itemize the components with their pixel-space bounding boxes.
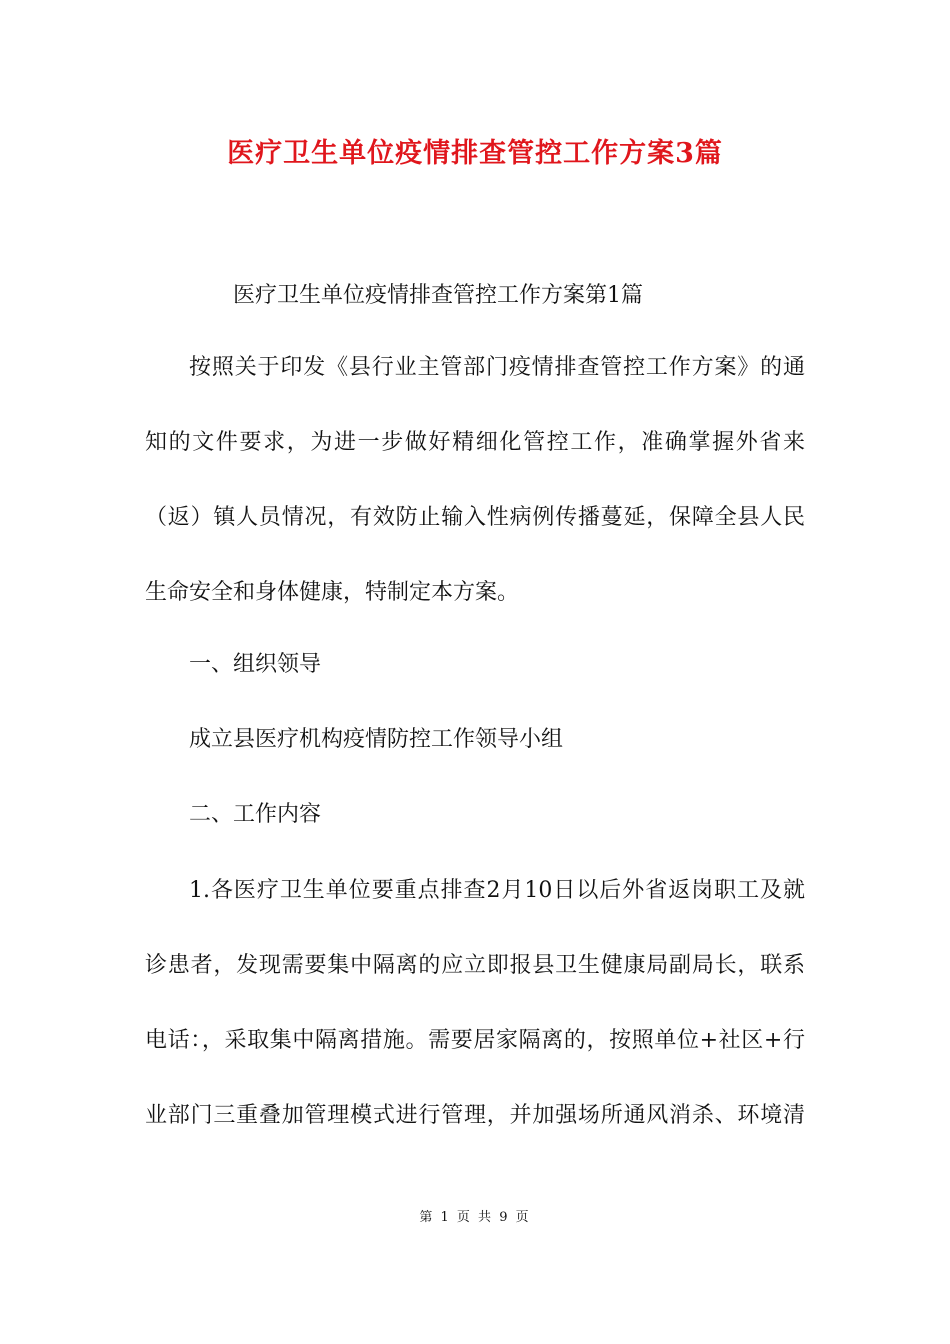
intro-paragraph bbox=[145, 330, 805, 630]
intro-line: 生命安全和身体健康，特制定本方案。 bbox=[145, 580, 520, 605]
page-number-footer: 第 1 页 共 9 页 bbox=[419, 1210, 531, 1225]
section1-text: 成立县医疗机构疫情防控工作领导小组 bbox=[189, 727, 564, 752]
section1-heading: 一、组织领导 bbox=[189, 652, 322, 677]
item1-paragraph bbox=[145, 853, 805, 1153]
item1-line: 电话：，采取集中隔离措施。需要居家隔离的，按照单位+社区+行 bbox=[145, 1028, 805, 1053]
intro-line: 按照关于印发《县行业主管部门疫情排查管控工作方案》的通 bbox=[189, 355, 805, 380]
item1-line: 业部门三重叠加管理模式进行管理，并加强场所通风消杀、环境清 bbox=[145, 1103, 805, 1128]
document-title: 医疗卫生单位疫情排查管控工作方案3篇 bbox=[227, 138, 723, 169]
intro-line: 知的文件要求，为进一步做好精细化管控工作，准确掌握外省来 bbox=[145, 430, 805, 455]
item1-line: 诊患者，发现需要集中隔离的应立即报县卫生健康局副局长，联系 bbox=[145, 953, 805, 978]
intro-line: （返）镇人员情况，有效防止输入性病例传播蔓延，保障全县人民 bbox=[145, 505, 805, 530]
item1-line: 1.各医疗卫生单位要重点排查2月10日以后外省返岗职工及就 bbox=[189, 878, 805, 903]
section-subtitle: 医疗卫生单位疫情排查管控工作方案第1篇 bbox=[233, 283, 643, 308]
section2-heading: 二、工作内容 bbox=[189, 802, 322, 827]
